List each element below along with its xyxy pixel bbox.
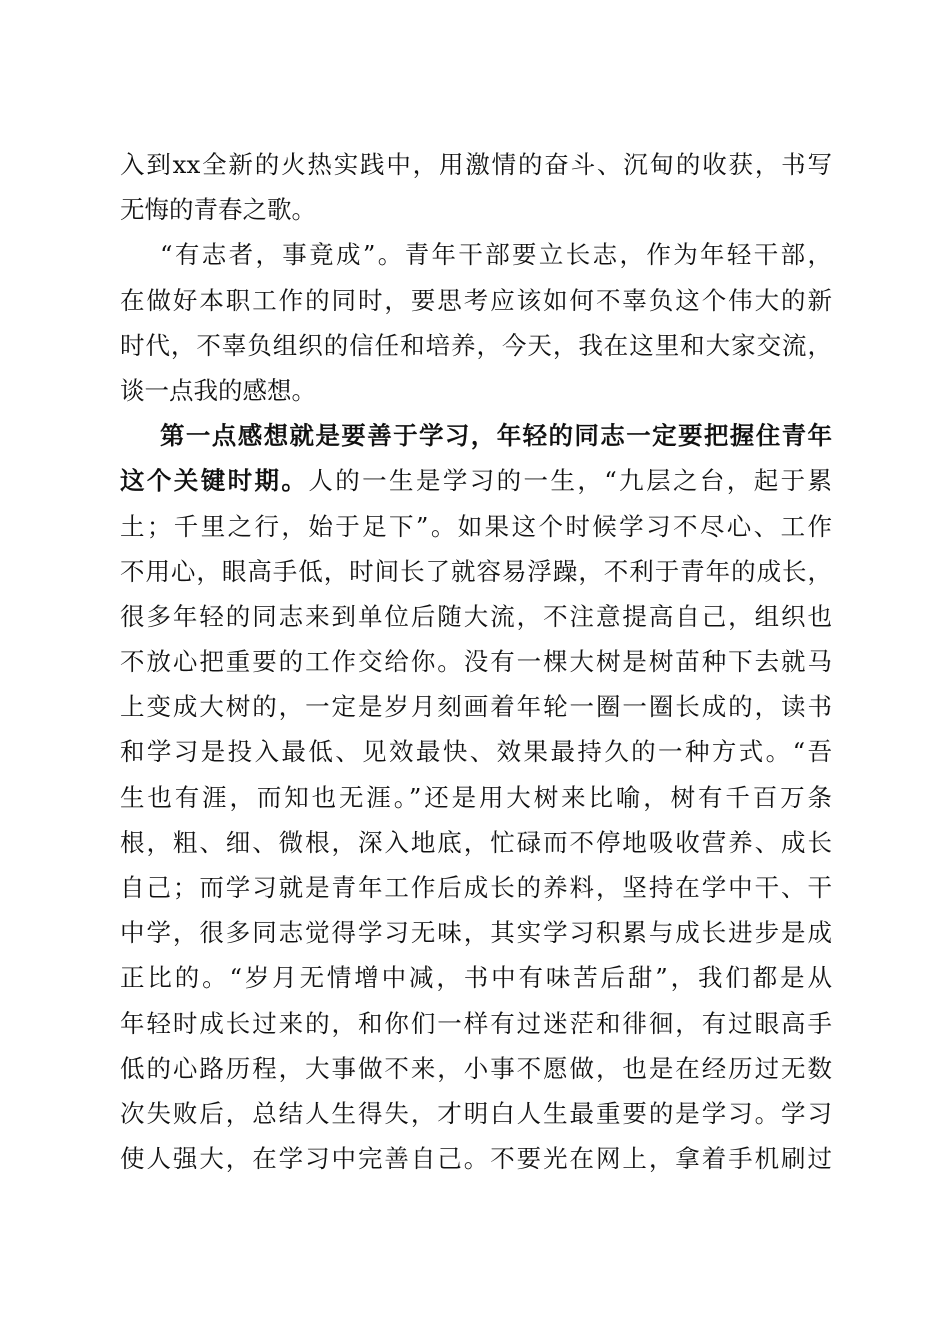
text-line: 根，粗、细、微根，深入地底，忙碌而不停地吸收营养、成长 [120,827,832,857]
document-body [120,142,832,1181]
text-line: 谈一点我的感想。 [120,375,316,405]
text-line: 时代，不辜负组织的信任和培养，今天，我在这里和大家交流， [120,330,832,360]
text-line: 次失败后，总结人生得失，才明白人生最重要的是学习。学习 [120,1098,832,1128]
text-line: 很多年轻的同志来到单位后随大流，不注意提高自己，组织也 [120,601,832,631]
text-line: 自己；而学习就是青年工作后成长的养料，坚持在学中干、干 [120,873,832,902]
text-line [120,458,832,503]
text-line: 年轻时成长过来的，和你们一样有过迷茫和徘徊，有过眼高手 [120,1008,832,1038]
text-run: 人的一生是学习的一生，“九层之台，起于累 [308,466,832,496]
section-heading-end: 这个关键时期。 [120,466,309,496]
text-line: 使人强大，在学习中完善自己。不要光在网上，拿着手机刷过 [120,1144,832,1174]
section-heading: 第一点感想就是要善于学习，年轻的同志一定要把握住青年 [160,421,832,451]
text-line: 和学习是投入最低、见效最快、效果最持久的一种方式。“吾 [120,737,832,767]
paragraph-first-line: “有志者，事竟成”。青年干部要立长志，作为年轻干部， [160,240,832,270]
text-line: 在做好本职工作的同时，要思考应该如何不辜负这个伟大的新 [120,285,832,315]
text-line: 不用心，眼高手低，时间长了就容易浮躁，不利于青年的成长， [120,556,832,586]
text-line: 低的心路历程，大事做不来，小事不愿做，也是在经历过无数 [120,1053,832,1083]
text-line: 正比的。“岁月无情增中减，书中有味苦后甜”，我们都是从 [120,963,832,993]
text-line: 生也有涯，而知也无涯。”还是用大树来比喻，树有千百万条 [120,782,832,812]
text-line: 不放心把重要的工作交给你。没有一棵大树是树苗种下去就马 [120,647,832,677]
text-line: 上变成大树的，一定是岁月刻画着年轮一圈一圈长成的，读书 [120,692,832,722]
text-line: 土；千里之行，始于足下”。如果这个时候学习不尽心、工作 [120,511,832,541]
text-line: 入到xx全新的火热实践中，用激情的奋斗、沉甸的收获，书写 [120,150,832,179]
text-line: 无悔的青春之歌。 [120,195,316,225]
text-line: 中学，很多同志觉得学习无味，其实学习积累与成长进步是成 [120,918,832,948]
